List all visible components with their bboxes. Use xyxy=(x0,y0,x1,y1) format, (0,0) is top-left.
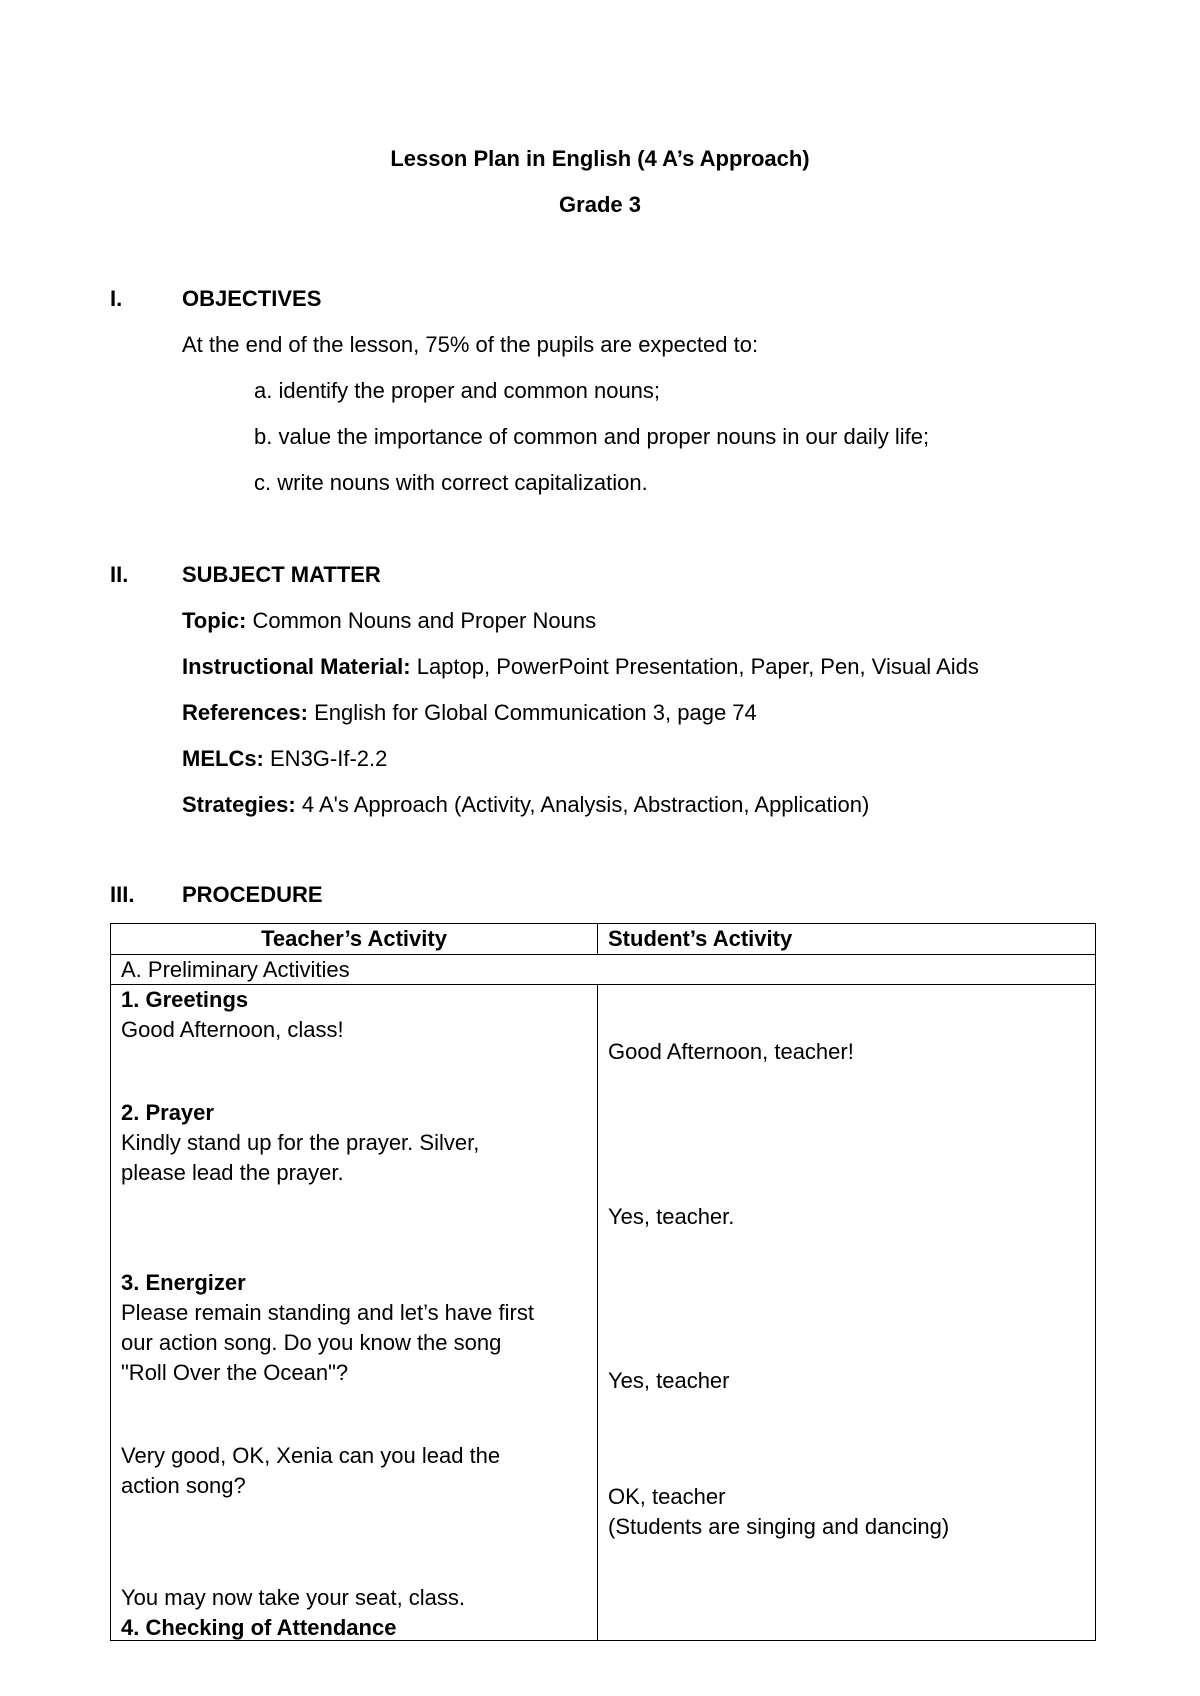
subject-matter-heading: SUBJECT MATTER xyxy=(182,562,381,587)
lead-reply-note: (Students are singing and dancing) xyxy=(608,1514,950,1539)
objective-item-b: b. value the importance of common and proper nouns in our daily life; xyxy=(254,424,930,449)
energizer-heading: 3. Energizer xyxy=(121,1270,246,1295)
instructional-material-value: Laptop, PowerPoint Presentation, Paper, Pen, Visual Aids xyxy=(410,654,979,679)
energizer-block xyxy=(121,1268,591,1388)
objectives-number: I. xyxy=(110,286,123,311)
teacher-activity-header: Teacher’s Activity xyxy=(111,924,598,955)
preliminary-activities-heading: A. Preliminary Activities xyxy=(111,955,1096,985)
table-header-row xyxy=(111,924,1096,955)
melcs-value: EN3G-If-2.2 xyxy=(263,746,388,771)
topic-line xyxy=(182,608,596,634)
prayer-reply: Yes, teacher. xyxy=(608,1204,735,1229)
student-activity-header: Student’s Activity xyxy=(598,924,1096,955)
references-line xyxy=(182,700,757,726)
lead-reply-text: OK, teacher xyxy=(608,1484,726,1509)
document-grade: Grade 3 xyxy=(559,192,641,217)
seat-block xyxy=(121,1583,591,1643)
prayer-heading: 2. Prayer xyxy=(121,1100,214,1125)
objectives-intro: At the end of the lesson, 75% of the pupils are expected to: xyxy=(182,332,759,357)
lead-song-block xyxy=(121,1441,591,1501)
energizer-text-2: our action song. Do you know the song xyxy=(121,1330,502,1355)
greetings-block xyxy=(121,985,591,1045)
procedure-table xyxy=(110,923,1096,1641)
strategies-value: 4 A's Approach (Activity, Analysis, Abstraction, Application) xyxy=(295,792,870,817)
lead-song-text-1: Very good, OK, Xenia can you lead the xyxy=(121,1443,501,1468)
energizer-text-1: Please remain standing and let’s have first xyxy=(121,1300,534,1325)
references-value: English for Global Communication 3, page 74 xyxy=(307,700,757,725)
topic-value: Common Nouns and Proper Nouns xyxy=(246,608,597,633)
greet-reply: Good Afternoon, teacher! xyxy=(608,1039,854,1064)
melcs-line xyxy=(182,746,387,772)
greetings-text: Good Afternoon, class! xyxy=(121,1017,344,1042)
prayer-text-1: Kindly stand up for the prayer. Silver, xyxy=(121,1130,480,1155)
prayer-text-2: please lead the prayer. xyxy=(121,1160,344,1185)
references-label: References: xyxy=(182,700,308,725)
melcs-label: MELCs: xyxy=(182,746,264,771)
instructional-material-line xyxy=(182,654,979,680)
strategies-line xyxy=(182,792,869,818)
teacher-activity-cell xyxy=(111,985,598,1641)
song-reply: Yes, teacher xyxy=(608,1368,730,1393)
objective-item-c: c. write nouns with correct capitalization. xyxy=(254,470,648,495)
document-title: Lesson Plan in English (4 A’s Approach) xyxy=(390,146,810,171)
energizer-text-3: "Roll Over the Ocean"? xyxy=(121,1360,349,1385)
student-activity-cell xyxy=(598,985,1096,1641)
seat-text: You may now take your seat, class. xyxy=(121,1585,466,1610)
subject-matter-number: II. xyxy=(110,562,129,587)
objective-item-a: a. identify the proper and common nouns; xyxy=(254,378,661,403)
prayer-block xyxy=(121,1098,591,1188)
attendance-heading: 4. Checking of Attendance xyxy=(121,1615,397,1640)
topic-label: Topic: xyxy=(182,608,247,633)
lead-song-text-2: action song? xyxy=(121,1473,246,1498)
objectives-heading: OBJECTIVES xyxy=(182,286,322,311)
table-row xyxy=(111,955,1096,985)
lead-reply xyxy=(608,1482,1089,1542)
table-row xyxy=(111,985,1096,1641)
instructional-material-label: Instructional Material: xyxy=(182,654,411,679)
strategies-label: Strategies: xyxy=(182,792,296,817)
procedure-heading: PROCEDURE xyxy=(182,882,323,907)
procedure-number: III. xyxy=(110,882,135,907)
greetings-heading: 1. Greetings xyxy=(121,987,249,1012)
